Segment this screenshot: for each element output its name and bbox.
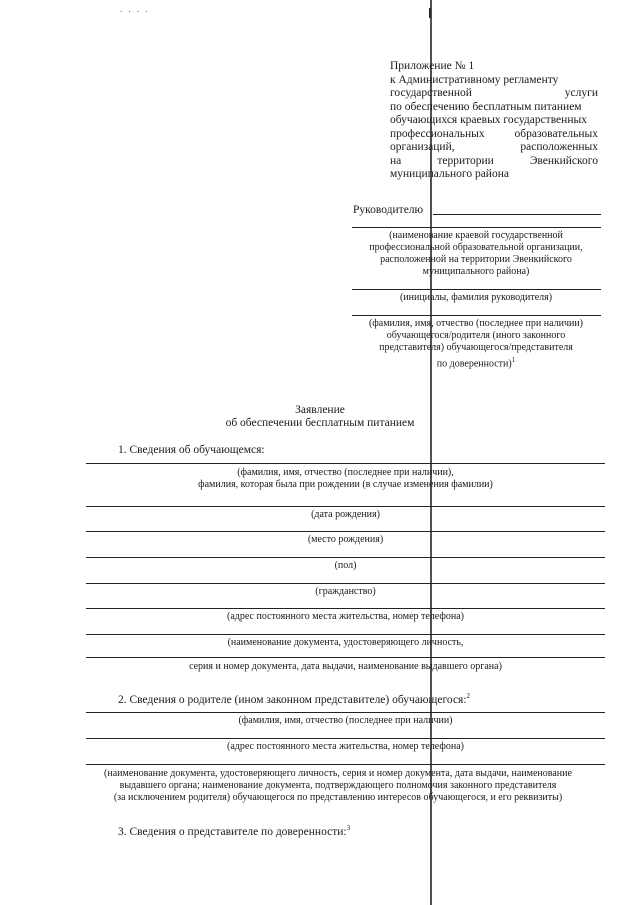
appendix-line <box>390 155 598 169</box>
fill-line <box>86 506 605 507</box>
appendix-block <box>390 60 598 182</box>
fill-line <box>86 463 605 464</box>
note-doc-details: серия и номер документа, дата выдачи, наименование выдавшего органа) <box>189 661 502 672</box>
appendix-line <box>390 141 598 155</box>
fill-line <box>352 289 601 290</box>
appendix-line: муниципального района <box>390 168 509 180</box>
note-line: (фамилия, имя, отчество (последнее при наличии), <box>237 467 454 478</box>
appendix-word: расположенных <box>520 141 598 153</box>
fill-line <box>86 634 605 635</box>
note-line: представителя) обучающегося/представителя <box>379 342 573 353</box>
note-address: (адрес постоянного места жительства, номер телефона) <box>227 611 464 622</box>
note-line: (наименование документа, удостоверяющего личность, серия и номер документа, дата выдачи, наименование <box>104 768 572 779</box>
note-birth-date: (дата рождения) <box>311 509 380 520</box>
note-line: (за исключением родителя) обучающегося по представлению интересов обучающегося, и его реквизиты) <box>113 792 563 803</box>
appendix-title: Приложение № 1 <box>390 60 475 72</box>
footnote-ref: 2 <box>466 692 471 700</box>
note-line: обучающегося/родителя (иного законного <box>386 330 566 341</box>
fill-line <box>86 712 605 713</box>
appendix-word: услуги <box>564 87 598 99</box>
doc-subtitle: об обеспечении бесплатным питанием <box>225 417 415 429</box>
footnote-ref: 1 <box>511 356 516 364</box>
note-sex: (пол) <box>334 560 357 571</box>
note-fio <box>345 318 607 370</box>
note-citizenship: (гражданство) <box>315 586 376 597</box>
appendix-word: государственной <box>390 87 472 99</box>
note-student-fio <box>86 467 605 491</box>
fill-line <box>86 657 605 658</box>
fill-line <box>86 557 605 558</box>
section2-heading-text: 2. Сведения о родителе (ином законном представителе) обучающегося: <box>118 693 467 706</box>
fill-line <box>352 315 601 316</box>
section1-heading: 1. Сведения об обучающемся: <box>118 444 265 456</box>
note-line: профессиональной образовательной организации, <box>369 242 583 253</box>
appendix-word: образовательных <box>514 127 598 140</box>
note-parent-address: (адрес постоянного места жительства, номер телефона) <box>227 741 464 752</box>
doc-title: Заявление <box>295 404 345 416</box>
note-initials: (инициалы, фамилия руководителя) <box>399 292 553 303</box>
note-line: фамилия, которая была при рождении (в случае изменения фамилии) <box>198 479 493 490</box>
section2-heading <box>118 690 470 707</box>
scan-artifact-dots: . . . . <box>120 4 150 14</box>
appendix-line: по обеспечению бесплатным питанием <box>390 100 582 113</box>
fill-line <box>86 583 605 584</box>
appendix-word: территории <box>437 154 494 167</box>
fill-line <box>86 738 605 739</box>
note-parent-fio: (фамилия, имя, отчество (последнее при наличии) <box>238 715 453 726</box>
fill-line <box>433 214 601 215</box>
note-birth-place: (место рождения) <box>307 534 384 545</box>
note-line: расположенной на территории Эвенкийского <box>380 254 572 265</box>
appendix-word: Эвенкийского <box>529 154 598 167</box>
appendix-line: к Административному регламенту <box>390 73 559 86</box>
note-line: муниципального района) <box>422 266 530 277</box>
note-line: (фамилия, имя, отчество (последнее при наличии) <box>368 318 584 329</box>
note-doc-name: (наименование документа, удостоверяющего личность, <box>227 637 464 648</box>
fill-line <box>86 531 605 532</box>
note-text: по доверенности) <box>436 358 512 370</box>
note-org <box>345 230 607 278</box>
appendix-line <box>390 87 598 101</box>
appendix-word: на <box>390 154 402 167</box>
section3-heading <box>118 822 350 839</box>
fill-line <box>86 608 605 609</box>
appendix-word: профессиональных <box>390 127 485 140</box>
appendix-word: организаций, <box>390 141 455 153</box>
note-line: выдавшего органа; наименование документа, подтверждающего полномочия законного представителя <box>119 780 557 791</box>
appendix-line: обучающихся краевых государственных <box>390 114 587 126</box>
note-line <box>345 354 607 370</box>
addressee-label: Руководителю <box>353 204 424 216</box>
fill-line <box>86 764 605 765</box>
footnote-ref: 3 <box>346 824 351 832</box>
note-line: (наименование краевой государственной <box>389 230 563 241</box>
fill-line <box>352 227 601 228</box>
note-parent-doc <box>58 768 618 804</box>
section3-heading-text: 3. Сведения о представителе по доверенности: <box>118 825 347 838</box>
appendix-line <box>390 128 598 142</box>
